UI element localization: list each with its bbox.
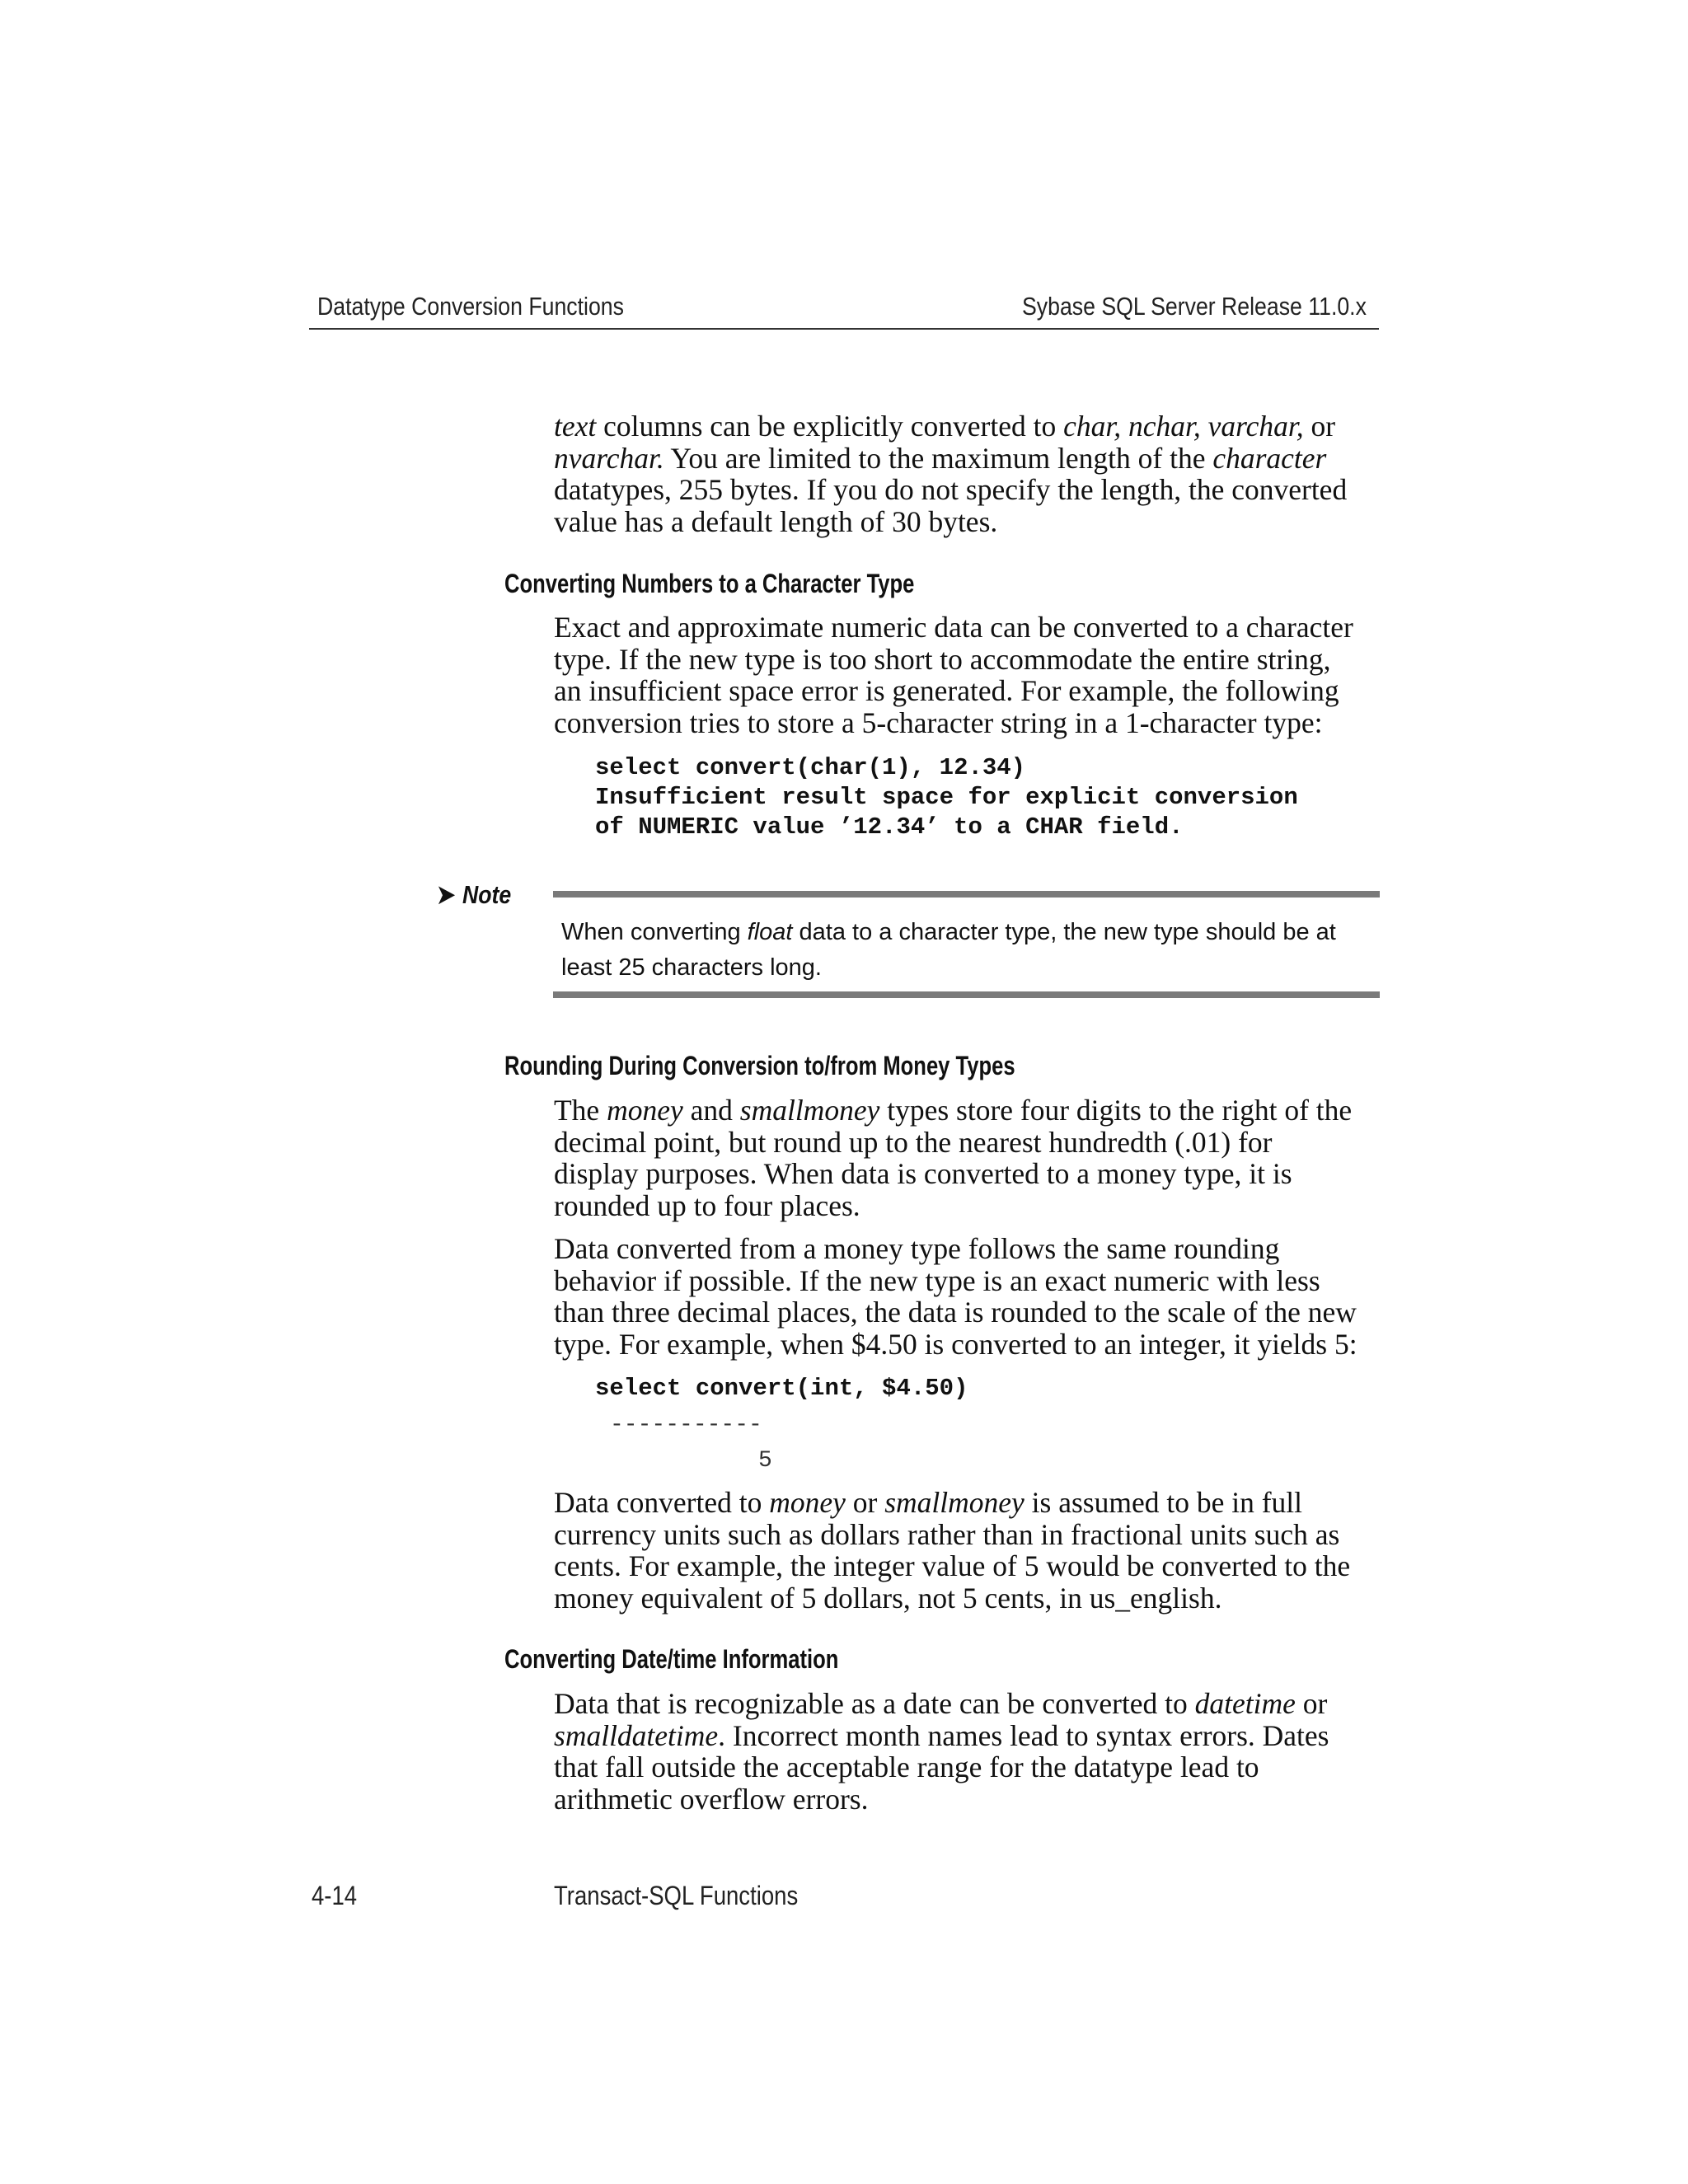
- note-text-1: When converting: [561, 919, 748, 945]
- money-rounding-paragraph-2: Data converted from a money type follows the same rounding behavior if possible. If the new type is an exact numeric with less than three decimal places, the data is rounded to the scale of the new type. For example, when $4.50 is converted to an integer, it yields 5:: [554, 1232, 1357, 1361]
- money-rounding-paragraph-3: [554, 1487, 1362, 1614]
- intro-paragraph: [554, 410, 1362, 537]
- note-text-2: data to a character type, the new type should be at least 25 characters long.: [561, 919, 1336, 981]
- code-example-int-conversion: select convert(int, $4.50): [595, 1375, 968, 1402]
- money-p3-text-1: Data converted to: [554, 1486, 770, 1519]
- note-top-rule: [553, 891, 1380, 898]
- note-label-text: Note: [462, 880, 512, 909]
- datetime-text-3: . Incorrect month names lead to syntax errors. Dates that fall outside the acceptable range for the datatype lead to arithmetic overflow errors.: [554, 1718, 1329, 1816]
- money-p1-text-3: types store four digits to the right of the decimal point, but round up to the nearest hundredth (.01) for display purposes. When data is converted to a money type, it is rounded up to four places.: [554, 1094, 1353, 1222]
- section-heading-numbers-to-character: Converting Numbers to a Character Type: [504, 569, 915, 598]
- section-heading-datetime: Converting Date/time Information: [504, 1644, 839, 1674]
- arrow-right-icon: ➤: [437, 880, 456, 909]
- money-p1-term-smallmoney: smallmoney: [739, 1094, 880, 1127]
- datetime-term-datetime: datetime: [1194, 1687, 1296, 1720]
- intro-text-3: You are limited to the maximum length of the: [663, 441, 1213, 475]
- datetime-text-1: Data that is recognizable as a date can be converted to: [554, 1687, 1195, 1720]
- result-column-rule: -----------: [610, 1413, 762, 1438]
- section-heading-money-rounding: Rounding During Conversion to/from Money Types: [504, 1051, 1015, 1080]
- money-p1-text-2: and: [682, 1094, 740, 1127]
- code-example-char-conversion: select convert(char(1), 12.34) Insufficient result space for explicit conversion of NUMERIC value ’12.34’ to a CHAR field.: [595, 754, 1298, 841]
- intro-text-4: datatypes, 255 bytes. If you do not specify the length, the converted value has a default length of 30 bytes.: [554, 473, 1348, 538]
- money-rounding-paragraph-1: [554, 1094, 1362, 1221]
- datetime-paragraph: [554, 1688, 1362, 1815]
- money-p3-text-2: or: [845, 1486, 885, 1519]
- running-header-right: Sybase SQL Server Release 11.0.x: [1022, 292, 1367, 321]
- note-text: [561, 915, 1377, 986]
- numbers-to-character-paragraph: Exact and approximate numeric data can be converted to a character type. If the new type is too short to accommodate the entire string, an insufficient space error is generated. For example, the following conversion tries to store a 5-character string in a 1-character type:: [554, 611, 1353, 739]
- money-p3-text-3: is assumed to be in full currency units such as dollars rather than in fractional units such as cents. For example, the integer value of 5 would be converted to the money equivalent of 5 dollars, not 5 cents, in us_english.: [554, 1486, 1351, 1615]
- money-p3-term-money: money: [769, 1486, 846, 1519]
- note-term-float: float: [747, 919, 793, 945]
- page-number: 4-14: [312, 1881, 358, 1910]
- result-value: 5: [758, 1448, 772, 1474]
- intro-text-1: columns can be explicitly converted to: [596, 410, 1064, 443]
- note-bottom-rule: [553, 991, 1380, 998]
- intro-term-nvarchar: nvarchar.: [554, 441, 664, 475]
- money-p1-term-money: money: [607, 1094, 683, 1127]
- intro-term-char-types: char, nchar, varchar,: [1063, 410, 1304, 443]
- datetime-term-smalldatetime: smalldatetime: [554, 1718, 719, 1752]
- datetime-text-2: or: [1295, 1687, 1328, 1720]
- note-label: [437, 880, 511, 910]
- intro-term-character: character: [1212, 441, 1327, 475]
- footer-title: Transact-SQL Functions: [554, 1881, 799, 1910]
- header-divider: [309, 328, 1379, 330]
- intro-text-2: or: [1303, 410, 1336, 443]
- money-p1-text-1: The: [554, 1094, 607, 1127]
- running-header-left: Datatype Conversion Functions: [317, 292, 624, 321]
- intro-term-text: text: [554, 410, 597, 443]
- money-p3-term-smallmoney: smallmoney: [884, 1486, 1025, 1519]
